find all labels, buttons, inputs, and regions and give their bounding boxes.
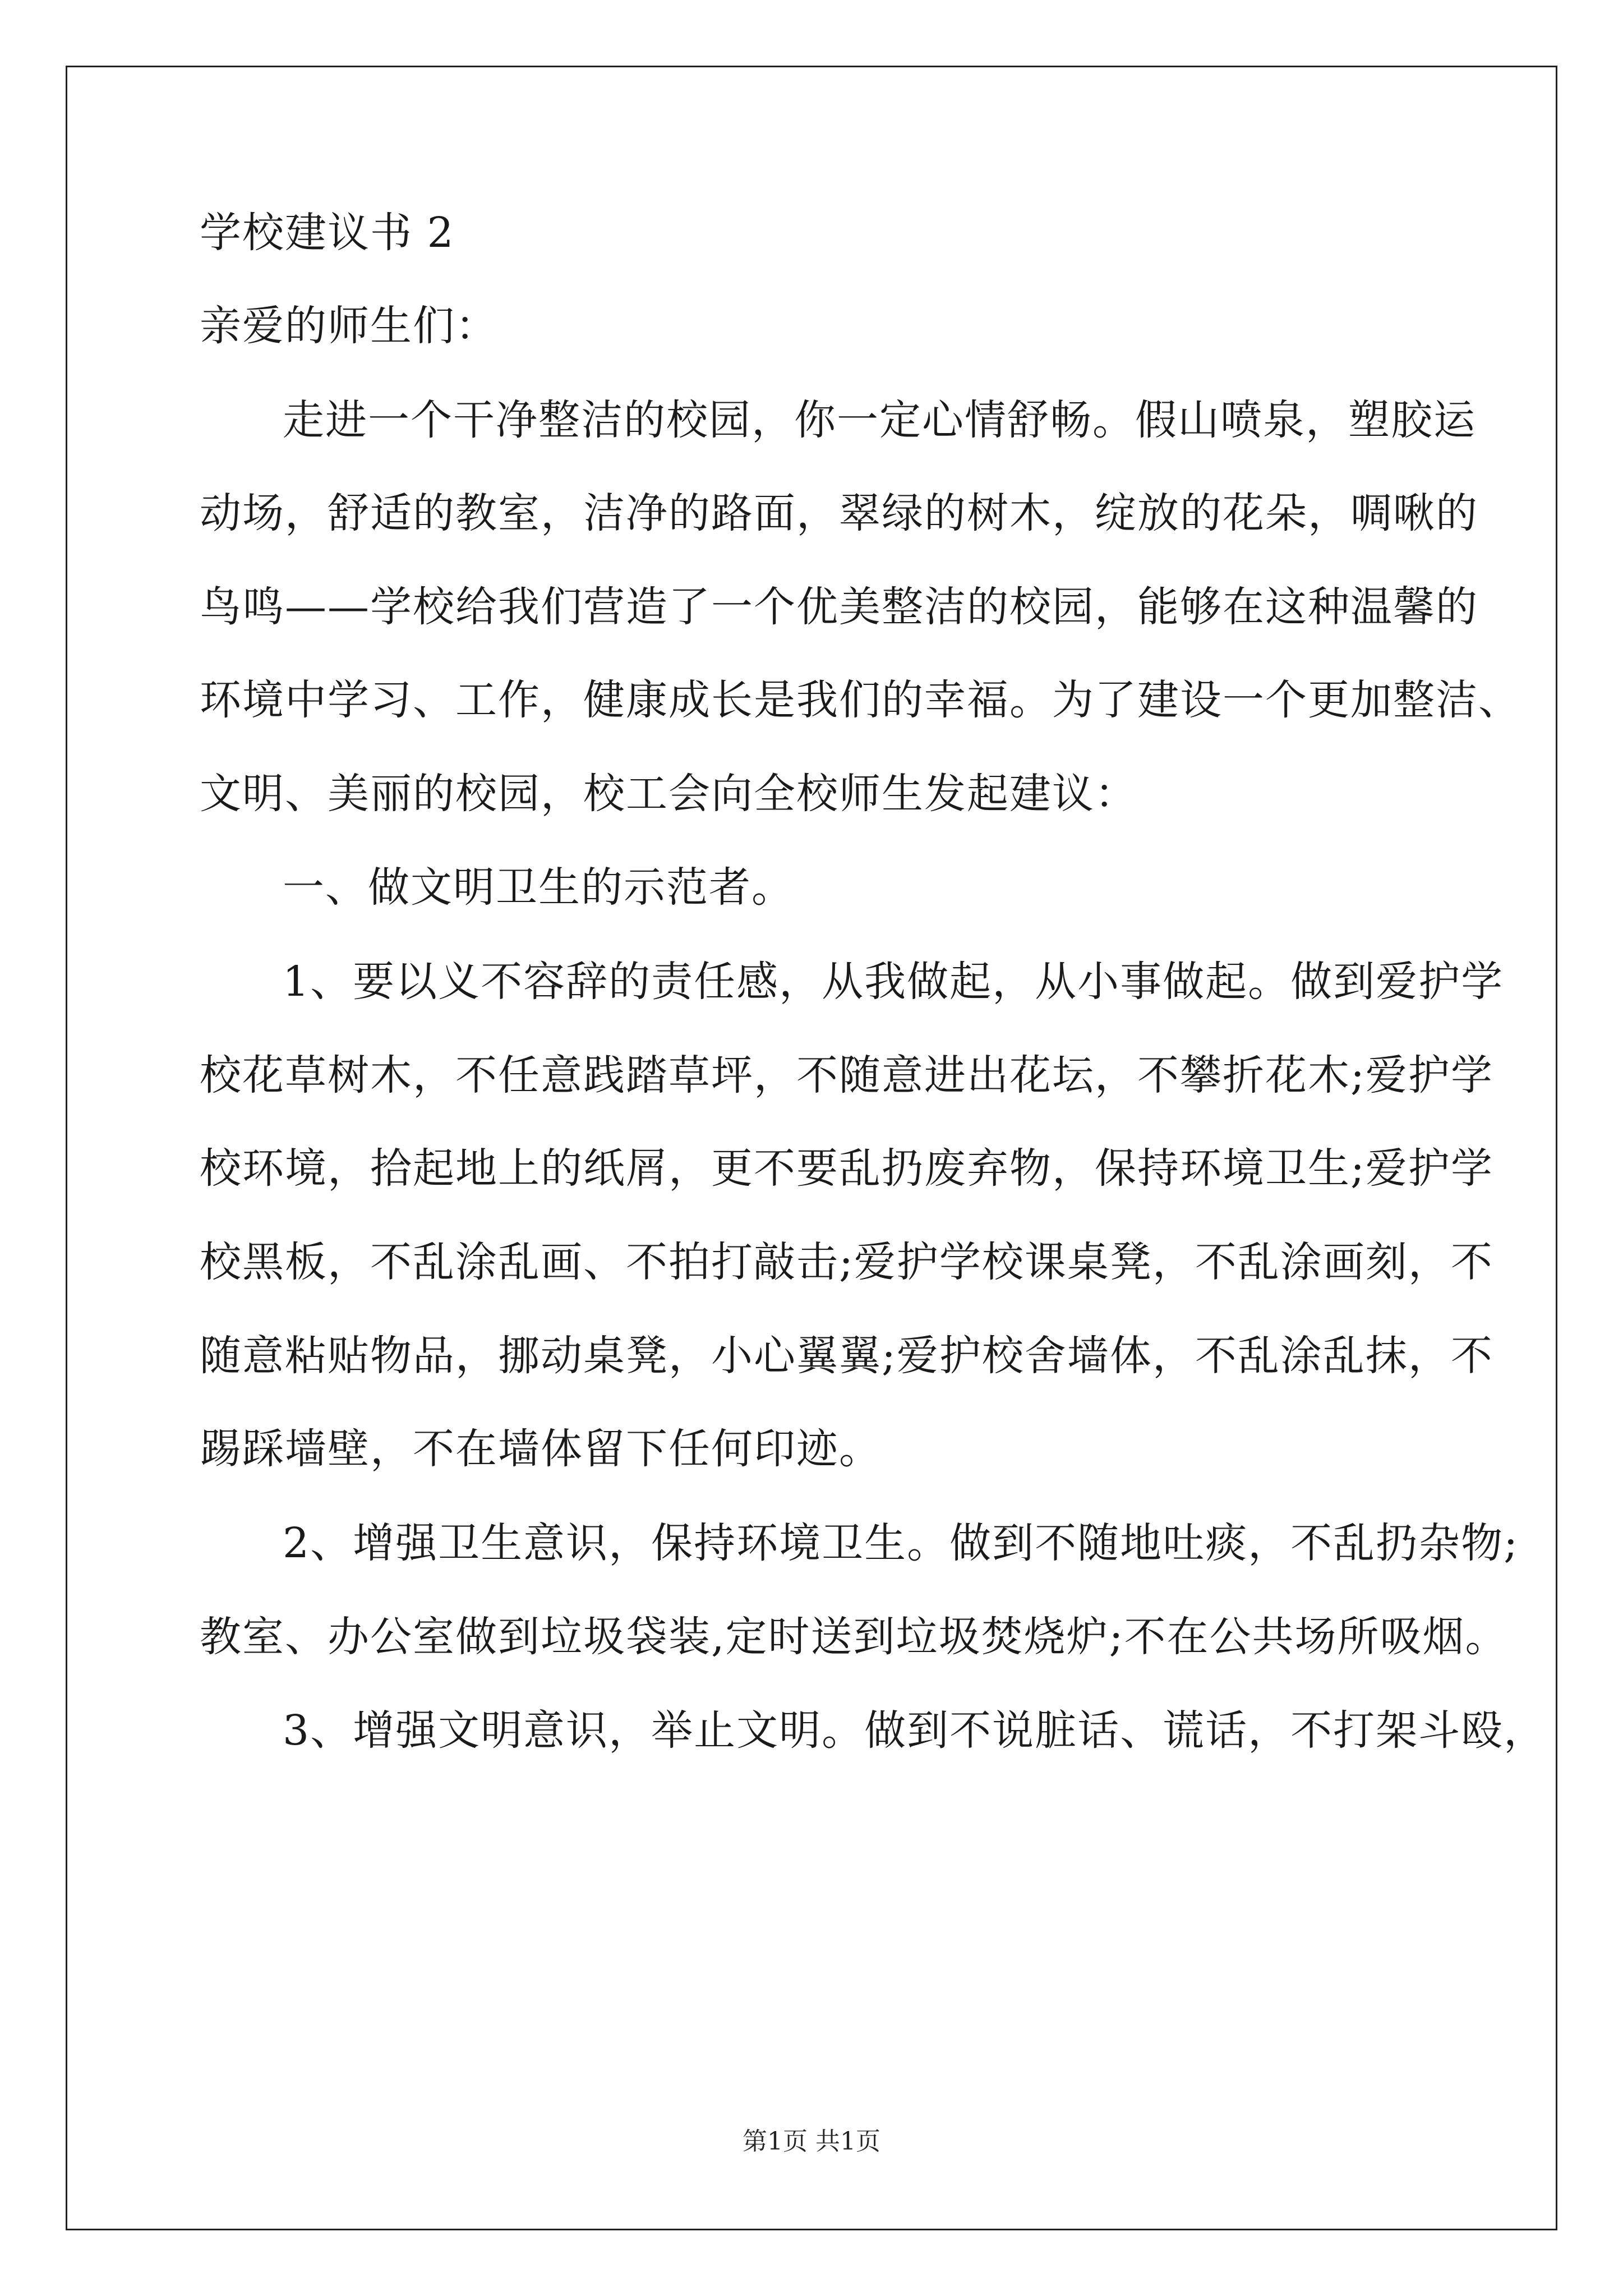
paragraph-line: 环境中学习、工作，健康成长是我们的幸福。为了建设一个更加整洁、 [200, 676, 1521, 724]
document-title: 学校建议书 2 [200, 209, 455, 257]
page-footer: 第1页 共1页 [743, 2127, 880, 2156]
section-heading: 一、做文明卫生的示范者。 [283, 863, 794, 912]
paragraph-line: 2、增强卫生意识，保持环境卫生。做到不随地吐痰，不乱扔杂物; [283, 1519, 1519, 1567]
paragraph-line: 校花草树木，不任意践踏草坪，不随意进出花坛，不攀折花木;爱护学 [200, 1051, 1493, 1099]
paragraph-line: 教室、办公室做到垃圾袋装,定时送到垃圾焚烧炉;不在公共场所吸烟。 [200, 1613, 1508, 1661]
paragraph-line: 踢踩墙壁，不在墙体留下任何印迹。 [200, 1425, 882, 1473]
paragraph-line: 动场，舒适的教室，洁净的路面，翠绿的树木，绽放的花朵，啁啾的 [200, 489, 1478, 537]
paragraph-line: 鸟鸣——学校给我们营造了一个优美整洁的校园，能够在这种温馨的 [200, 583, 1478, 631]
salutation: 亲爱的师生们： [200, 302, 498, 350]
paragraph-line: 1、要以义不容辞的责任感，从我做起，从小事做起。做到爱护学 [283, 958, 1504, 1006]
paragraph-line: 随意粘贴物品，挪动桌凳，小心翼翼;爱护校舍墙体，不乱涂乱抹，不 [200, 1332, 1493, 1380]
paragraph-line: 校黑板，不乱涂乱画、不拍打敲击;爱护学校课桌凳，不乱涂画刻，不 [200, 1238, 1493, 1286]
paragraph-line: 文明、美丽的校园，校工会向全校师生发起建议： [200, 770, 1137, 818]
paragraph-line: 走进一个干净整洁的校园，你一定心情舒畅。假山喷泉，塑胶运 [283, 396, 1476, 444]
paragraph-line: 校环境，拾起地上的纸屑，更不要乱扔废弃物，保持环境卫生;爱护学 [200, 1144, 1493, 1193]
paragraph-line: 3、增强文明意识，举止文明。做到不说脏话、谎话，不打架斗殴， [283, 1706, 1547, 1755]
